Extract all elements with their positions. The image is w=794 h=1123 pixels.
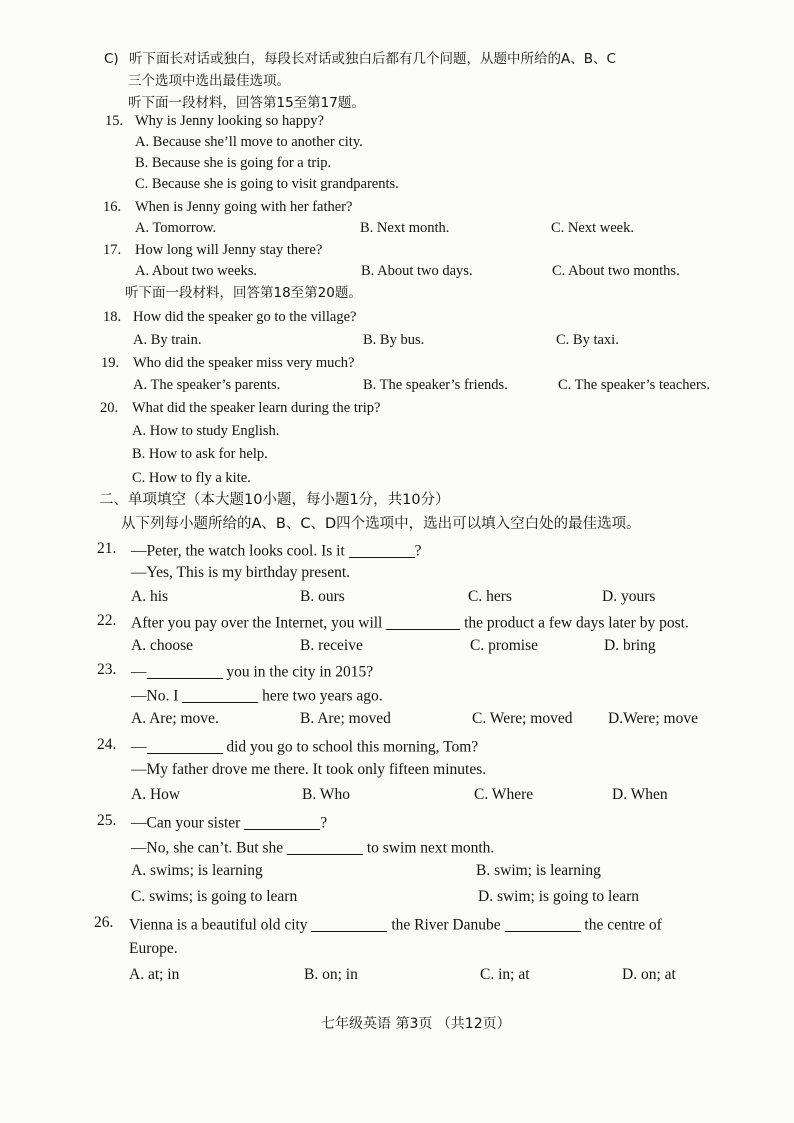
question-20-text: What did the speaker learn during the trip? xyxy=(132,400,381,416)
question-22-option-a: A. choose xyxy=(131,637,193,654)
question-22-option-b: B. receive xyxy=(300,637,363,654)
question-23-text: you in the city in 2015? xyxy=(226,663,374,681)
answer-blank xyxy=(287,838,363,855)
question-18-option-a: A. By train. xyxy=(133,332,202,348)
question-22-option-d: D. bring xyxy=(604,637,656,654)
question-15-option-a: A. Because she’ll move to another city. xyxy=(135,134,363,150)
answer-blank xyxy=(244,813,320,830)
question-20-option-c: C. How to fly a kite. xyxy=(132,470,251,486)
question-25-reply-end: to swim next month. xyxy=(366,839,495,857)
question-18-option-b: B. By bus. xyxy=(363,332,425,348)
answer-blank xyxy=(182,686,258,703)
question-26-option-b: B. on; in xyxy=(304,966,358,983)
question-26-line2: Europe. xyxy=(129,940,178,957)
question-16-option-b: B. Next month. xyxy=(360,220,450,236)
question-23-option-c: C. Were; moved xyxy=(472,710,573,727)
question-23-option-b: B. Are; moved xyxy=(300,710,391,727)
question-22-text-pre: After you pay over the Internet, you will xyxy=(131,614,383,632)
question-22-text-post: the product a few days later by post. xyxy=(464,614,689,632)
question-16-option-c: C. Next week. xyxy=(551,220,634,236)
question-26-number: 26. xyxy=(94,914,114,931)
question-20-option-b: B. How to ask for help. xyxy=(132,446,268,462)
question-18-option-c: C. By taxi. xyxy=(556,332,619,348)
question-19-text: Who did the speaker miss very much? xyxy=(133,355,355,371)
question-25-option-b: B. swim; is learning xyxy=(476,862,601,879)
question-17-option-b: B. About two days. xyxy=(361,263,473,279)
question-21-line2: —Yes, This is my birthday present. xyxy=(131,564,351,581)
question-17-number: 17. xyxy=(103,242,122,258)
question-23-line2 xyxy=(131,686,383,704)
question-23-line1 xyxy=(131,662,373,680)
section-c-instruction xyxy=(104,53,616,67)
question-26-text-post: the centre of xyxy=(584,916,662,934)
question-18-text: How did the speaker go to the village? xyxy=(133,309,357,325)
question-16-number: 16. xyxy=(103,199,122,215)
section-2-instruction: 从下列每小题所给的A、B、C、D四个选项中，选出可以填入空白处的最佳选项。 xyxy=(121,516,641,532)
question-26-text-pre: Vienna is a beautiful old city xyxy=(129,916,308,934)
question-18-number: 18. xyxy=(103,309,122,325)
question-21-option-b: B. ours xyxy=(300,588,345,605)
question-19-number: 19. xyxy=(101,355,120,371)
question-25-reply: —No, she can’t. But she xyxy=(131,839,284,857)
section-c-label: C) xyxy=(104,51,119,67)
answer-blank xyxy=(311,915,387,932)
section-c-instruction-line1: 听下面长对话或独白，每段长对话或独白后都有几个问题，从题中所给的A、B、C xyxy=(129,51,616,67)
question-24-option-b: B. Who xyxy=(302,786,350,803)
question-16-option-a: A. Tomorrow. xyxy=(135,220,217,236)
question-24-dash: — xyxy=(131,738,147,756)
question-25-line2 xyxy=(131,838,494,856)
question-21-end: ? xyxy=(414,542,422,560)
question-24-line1 xyxy=(131,737,478,755)
answer-blank xyxy=(386,613,460,630)
question-17-option-a: A. About two weeks. xyxy=(135,263,258,279)
question-21-option-d: D. yours xyxy=(602,588,656,605)
question-24-number: 24. xyxy=(97,736,117,753)
question-26-text-mid: the River Danube xyxy=(391,916,501,934)
question-24-text: did you go to school this morning, Tom? xyxy=(226,738,479,756)
question-20-number: 20. xyxy=(100,400,119,416)
question-21-line1 xyxy=(131,541,422,559)
question-22-option-c: C. promise xyxy=(470,637,539,654)
question-24-option-c: C. Where xyxy=(474,786,534,803)
question-22-number: 22. xyxy=(97,612,117,629)
question-19-option-a: A. The speaker’s parents. xyxy=(133,377,281,393)
question-24-option-a: A. How xyxy=(131,786,181,803)
answer-blank xyxy=(147,662,223,679)
question-23-number: 23. xyxy=(97,661,117,678)
question-21-number: 21. xyxy=(97,540,117,557)
question-25-option-a: A. swims; is learning xyxy=(131,862,263,879)
question-25-option-d: D. swim; is going to learn xyxy=(478,888,640,905)
answer-blank xyxy=(505,915,581,932)
answer-blank xyxy=(147,737,223,754)
question-23-reply: —No. I xyxy=(131,687,179,705)
question-23-reply-end: here two years ago. xyxy=(262,687,383,705)
question-21-option-a: A. his xyxy=(131,588,169,605)
question-15-option-c: C. Because she is going to visit grandparents. xyxy=(135,176,399,192)
section-c-instruction-line2: 三个选项中选出最佳选项。 xyxy=(128,73,290,89)
question-21-option-c: C. hers xyxy=(468,588,512,605)
question-16-text: When is Jenny going with her father? xyxy=(135,199,353,215)
question-26-line1 xyxy=(129,915,662,933)
question-25-option-c: C. swims; is going to learn xyxy=(131,888,298,905)
question-15-option-b: B. Because she is going for a trip. xyxy=(135,155,332,171)
question-26-option-c: C. in; at xyxy=(480,966,530,983)
question-20-option-a: A. How to study English. xyxy=(132,423,280,439)
section-c-sub-instruction-1: 听下面一段材料，回答第15至第17题。 xyxy=(128,95,365,111)
question-23-option-d: D.Were; move xyxy=(608,710,698,727)
question-17-text: How long will Jenny stay there? xyxy=(135,242,323,258)
question-25-line1 xyxy=(131,813,327,831)
question-17-option-c: C. About two months. xyxy=(552,263,680,279)
question-26-option-a: A. at; in xyxy=(129,966,180,983)
question-19-option-b: B. The speaker’s friends. xyxy=(363,377,508,393)
question-21-text: —Peter, the watch looks cool. Is it xyxy=(131,542,345,560)
question-25-end: ? xyxy=(320,814,328,832)
question-26-option-d: D. on; at xyxy=(622,966,676,983)
question-15-number: 15. xyxy=(105,113,124,129)
question-25-number: 25. xyxy=(97,812,117,829)
question-22-text xyxy=(131,613,689,631)
question-23-option-a: A. Are; move. xyxy=(131,710,219,727)
question-15-text: Why is Jenny looking so happy? xyxy=(135,113,324,129)
question-24-option-d: D. When xyxy=(612,786,668,803)
question-24-line2: —My father drove me there. It took only fifteen minutes. xyxy=(131,761,487,778)
question-23-dash: — xyxy=(131,663,147,681)
question-25-text: —Can your sister xyxy=(131,814,241,832)
answer-blank xyxy=(349,541,415,558)
section-2-title: 二、单项填空（本大题10小题，每小题1分，共10分） xyxy=(99,492,450,508)
question-19-option-c: C. The speaker’s teachers. xyxy=(558,377,711,393)
section-c-sub-instruction-2: 听下面一段材料，回答第18至第20题。 xyxy=(125,285,362,301)
page-footer: 七年级英语 第3页 （共12页） xyxy=(321,1016,511,1032)
